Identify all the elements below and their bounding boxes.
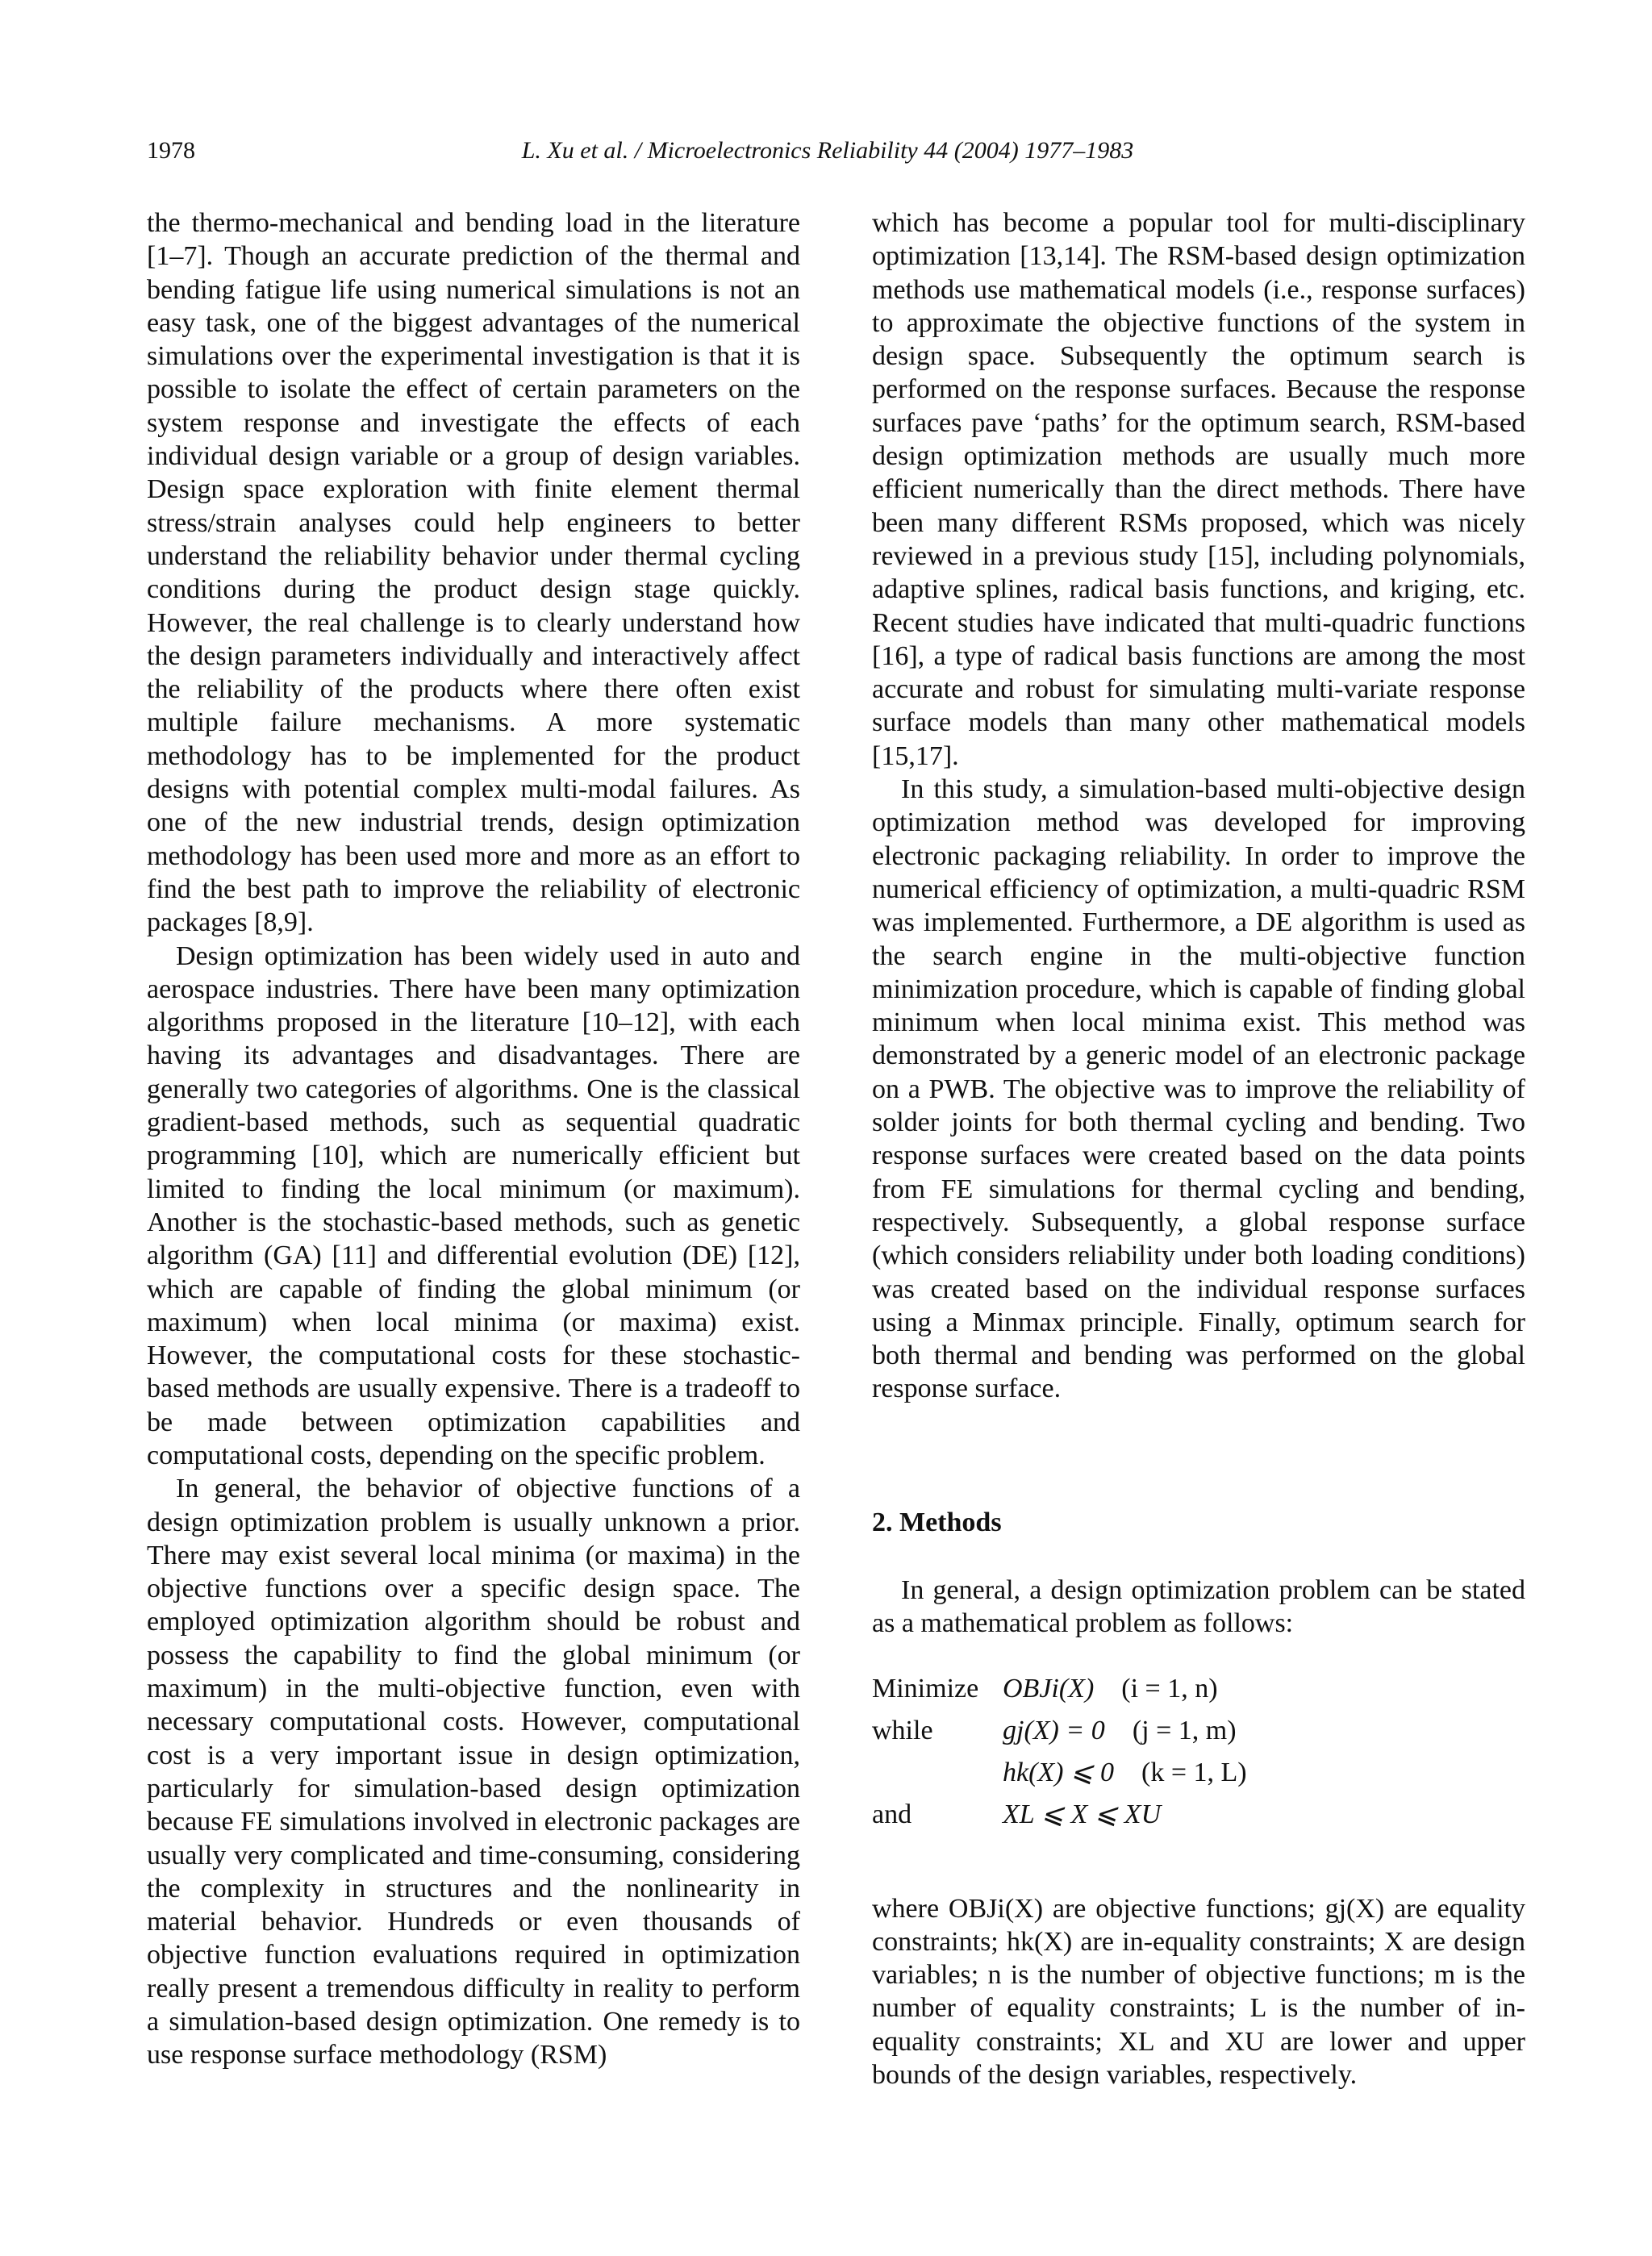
equation-lhs: XL ⩽ X ⩽ XU: [1003, 1799, 1162, 1829]
running-head: L. Xu et al. / Microelectronics Reliability 44 (2004) 1977–1983: [521, 137, 1134, 164]
body-paragraph: In general, the behavior of objective functions of a design optimization problem is usually unknown a prior. There may exist several local minima (or maxima) in the objective functions over a specific design space. The employed optimization algorithm should be robust and possess the capability to find the global minimum (or maximum) in the multi-objective function, even with necessary computational costs. However, computational cost is a very important issue in design optimization, particularly for simulation-based design optimization because FE simulations involved in electronic packages are usually very complicated and time-consuming, considering the complexity in structures and the nonlinearity in material behavior. Hundreds or even thousands of objective function evaluations required in optimization really present a tremendous difficulty in reality to perform a simulation-based design optimization. One remedy is to use response surface methodology (RSM): [147, 1474, 800, 2070]
left-column: [147, 206, 800, 2072]
equation-condition: (k = 1, L): [1141, 1757, 1247, 1787]
body-paragraph: the thermo-mechanical and bending load in the literature [1–7]. Though an accurate prediction of the thermal and bending fatigue life using numerical simulations is not an easy task, one of the biggest advantages of the numerical simulations over the experimental investigation is that it is possible to isolate the effect of certain parameters on the system response and investigate the effects of each individual design variable or a group of design variables. Design space exploration with finite element thermal stress/strain analyses could help engineers to better understand the reliability behavior under thermal cycling conditions during the product design stage quickly. However, the real challenge is to clearly understand how the design parameters individually and interactively affect the reliability of the products where there often exist multiple failure mechanisms. A more systematic methodology has to be implemented for the product designs with potential complex multi-modal failures. As one of the new industrial trends, design optimization methodology has been used more and more as an effort to find the best path to improve the reliability of electronic packages [8,9].: [147, 208, 800, 938]
equation-block: [872, 1673, 1525, 1831]
definitions-paragraph: where OBJi(X) are objective functions; gj(X) are equality constraints; hk(X) are in-equality constraints; X are design variables; n is the number of objective functions; m is the number of equality constraints; L is the number of in-equality constraints; XL and XU are lower and upper bounds of the design variables, respectively.: [872, 1893, 1525, 2091]
section-heading: 2. Methods: [872, 1507, 1002, 1537]
equation-keyword: [872, 1757, 1003, 1789]
methods-intro: In general, a design optimization problem can be stated as a mathematical problem as follows:: [872, 1574, 1525, 1639]
body-paragraph: In this study, a simulation-based multi-objective design optimization method was developed for improving electronic packaging reliability. In order to improve the numerical efficiency of optimization, a multi-quadric RSM was implemented. Furthermore, a DE algorithm is used as the search engine in the multi-objective function minimization procedure, which is capable of finding global minimum when local minima exist. This method was demonstrated by a generic model of an electronic package on a PWB. The objective was to improve the reliability of solder joints for both thermal cycling and bending. Two response surfaces were created based on the data points from FE simulations for thermal cycling and bending, respectively. Subsequently, a global response surface (which considers reliability under both loading conditions) was created based on the individual response surfaces using a Minmax principle. Finally, optimum search for both thermal and bending was performed on the global response surface.: [872, 774, 1525, 1404]
body-paragraph: which has become a popular tool for multi-disciplinary optimization [13,14]. The RSM-based design optimization methods use mathematical models (i.e., response surfaces) to approximate the objective functions of the system in design space. Subsequently the optimum search is performed on the response surfaces. Because the response surfaces pave ‘paths’ for the optimum search, RSM-based design optimization methods are usually much more efficient numerically than the direct methods. There have been many different RSMs proposed, which was nicely reviewed in a previous study [15], including polynomials, adaptive splines, radical basis functions, and kriging, etc. Recent studies have indicated that multi-quadric functions [16], a type of radical basis functions are among the most accurate and robust for simulating multi-variate response surface models than many other mathematical models [15,17].: [872, 208, 1525, 771]
equation-expression: [1003, 1757, 1525, 1789]
equation-keyword: while: [872, 1715, 933, 1745]
right-column: [872, 206, 1525, 2091]
equation-condition: (j = 1, m): [1132, 1715, 1237, 1745]
equation-keyword: and: [872, 1799, 912, 1829]
equation-condition: (i = 1, n): [1121, 1673, 1218, 1703]
equation-lhs: hk(X) ⩽ 0: [1003, 1757, 1114, 1787]
equation-keyword: Minimize: [872, 1673, 979, 1703]
equation-lhs: gj(X) = 0: [1003, 1715, 1105, 1745]
equation-expression: [1003, 1673, 1525, 1705]
page-header: [147, 137, 1508, 173]
equation-expression: [1003, 1715, 1525, 1747]
equation-expression: [1003, 1799, 1525, 1831]
page-number: 1978: [147, 137, 195, 164]
equation-lhs: OBJi(X): [1003, 1673, 1095, 1703]
body-paragraph: Design optimization has been widely used in auto and aerospace industries. There have been many optimization algorithms proposed in the literature [10–12], with each having its advantages and disadvantages. There are generally two categories of algorithms. One is the classical gradient-based methods, such as sequential quadratic programming [10], which are numerically efficient but limited to finding the local minimum (or maximum). Another is the stochastic-based methods, such as genetic algorithm (GA) [11] and differential evolution (DE) [12], which are capable of finding the global minimum (or maximum) when local minima (or maxima) exist. However, the computational costs for these stochastic-based methods are usually expensive. There is a tradeoff to be made between optimization capabilities and computational costs, depending on the specific problem.: [147, 940, 800, 1470]
